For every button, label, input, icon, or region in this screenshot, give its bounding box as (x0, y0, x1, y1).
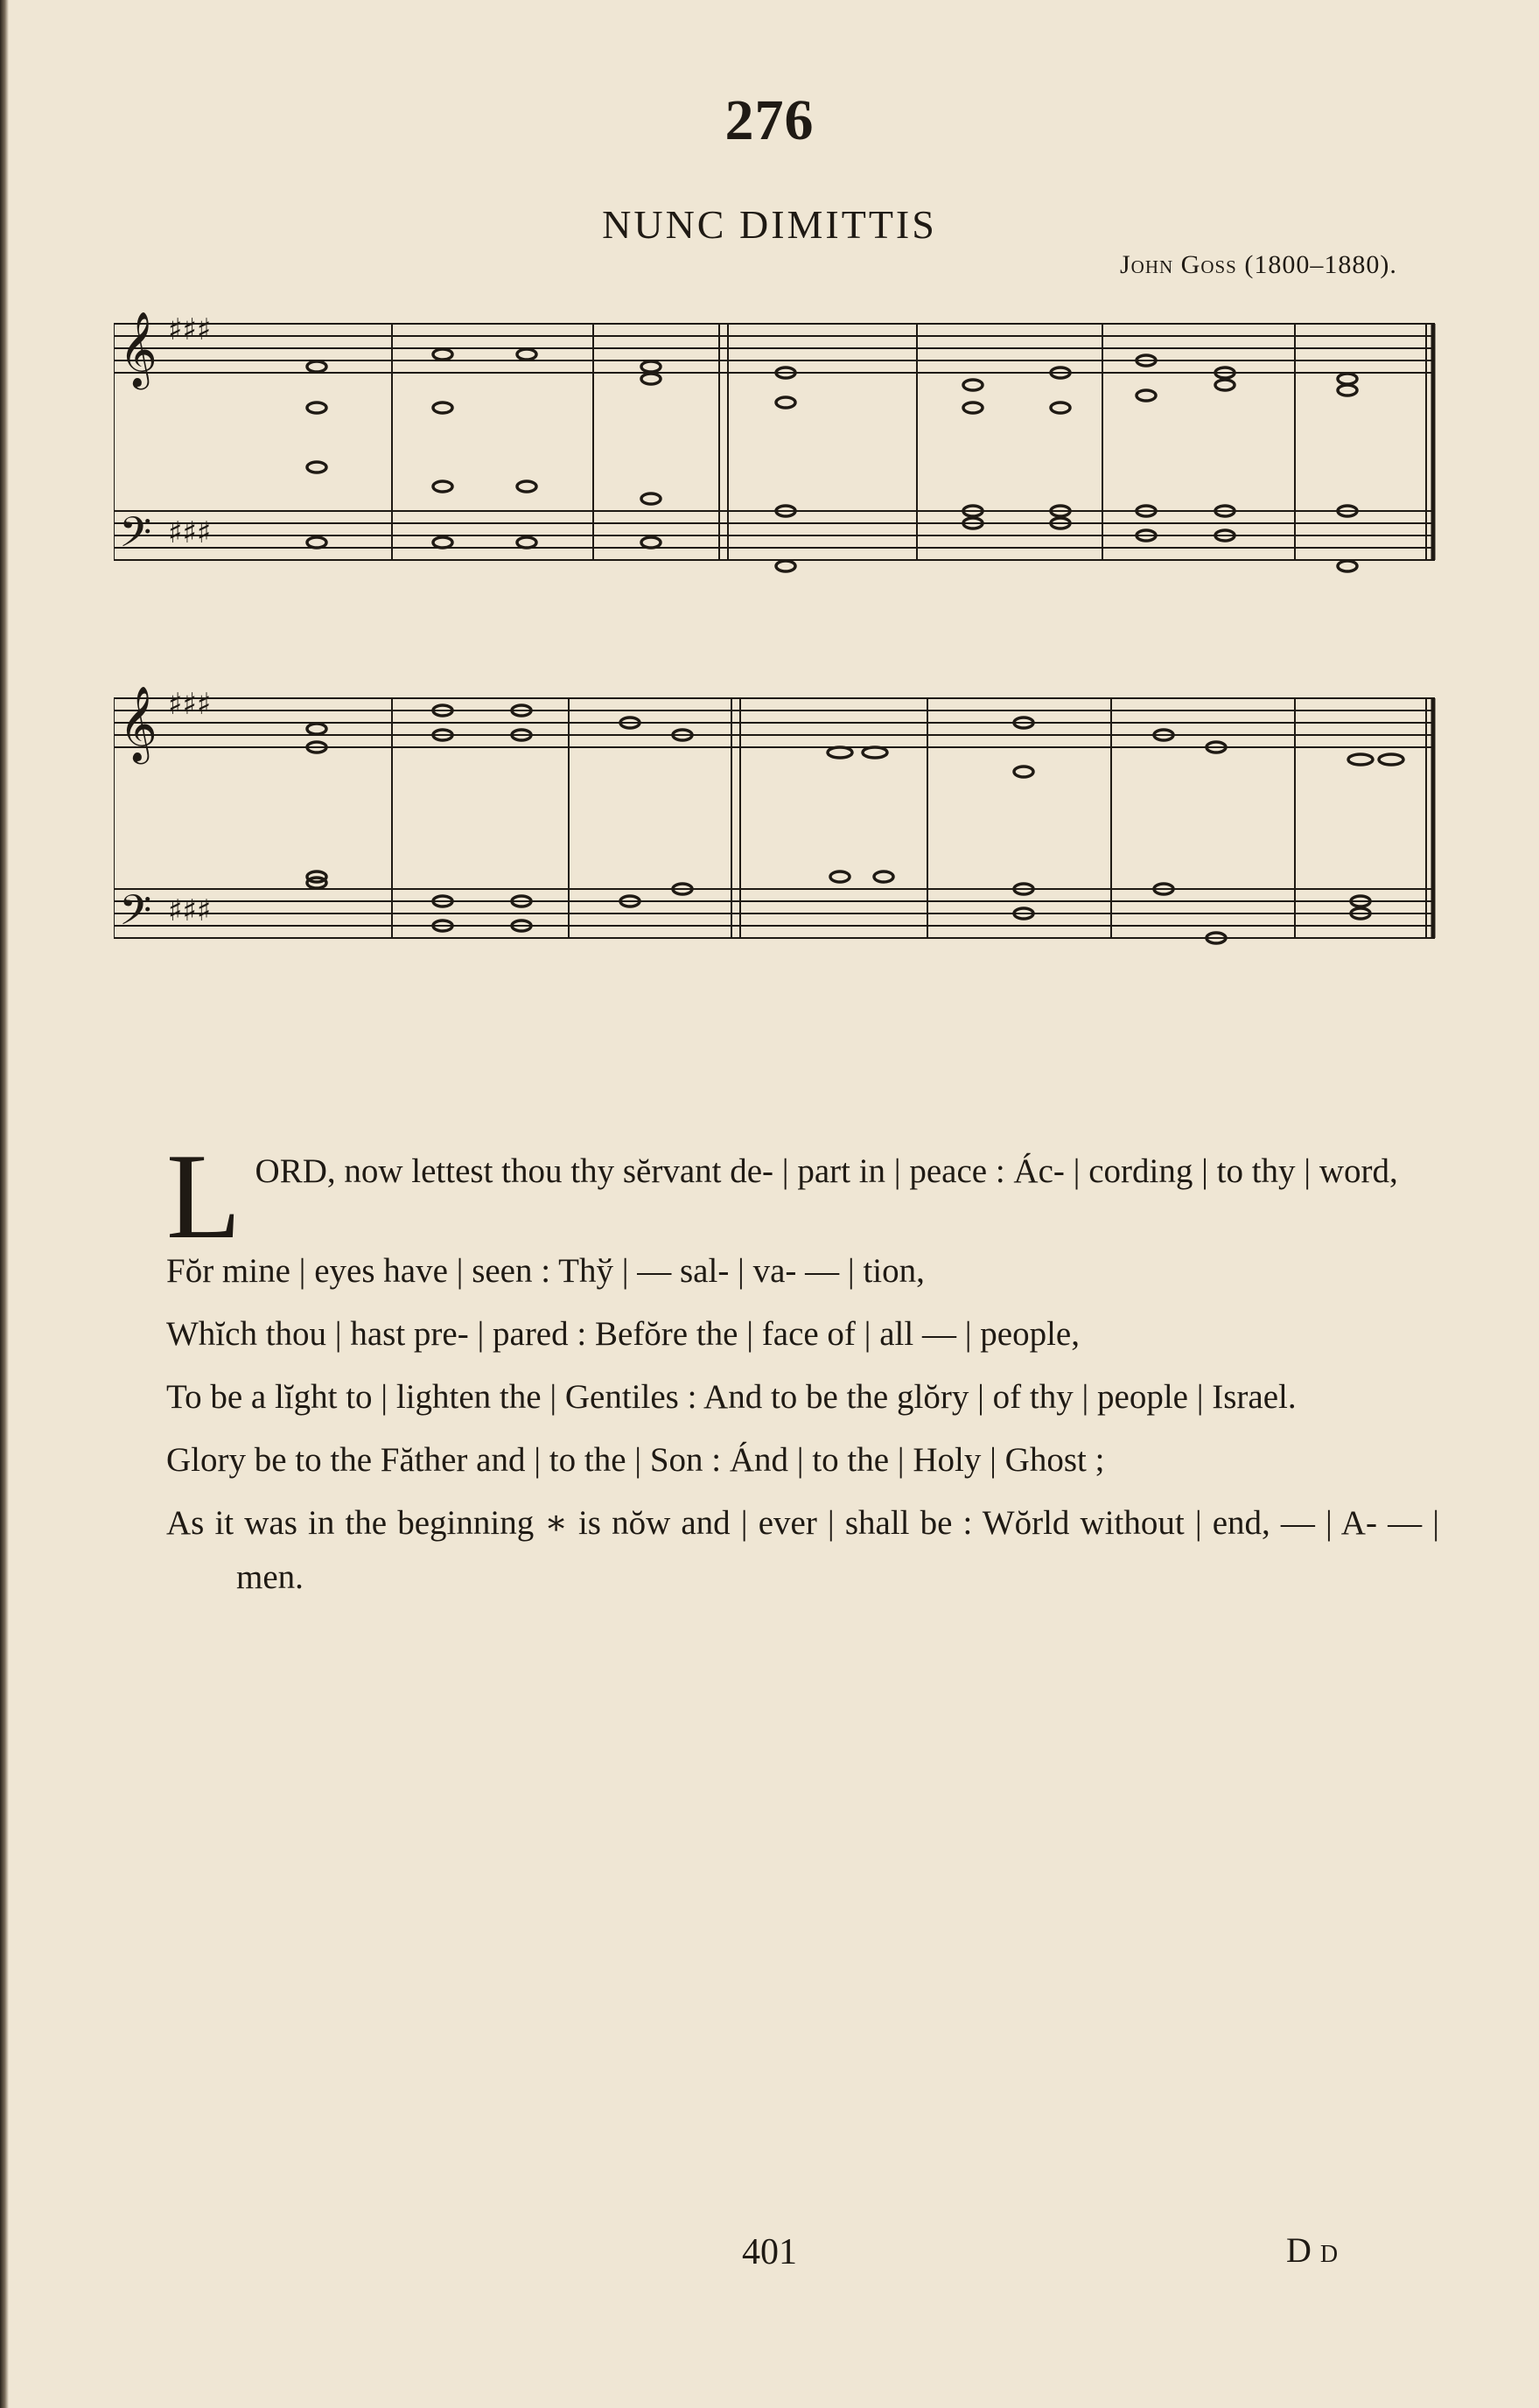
verse-2: Fŏr mine | eyes have | seen : Thў | — sal- | va- — | tion, (166, 1252, 925, 1290)
svg-text:♯♯♯: ♯♯♯ (168, 312, 212, 347)
svg-text:𝄢: 𝄢 (119, 508, 152, 567)
drop-cap: L (166, 1129, 241, 1264)
verse-5: Glory be to the Făther and | to the | Son : Ánd | to the | Holy | Ghost ; (166, 1441, 1105, 1479)
svg-text:♯♯♯: ♯♯♯ (168, 893, 212, 928)
hymn-number: 276 (724, 88, 815, 152)
music-system-2 (114, 648, 1444, 971)
verse-4: To be a lĭght to | lighten the | Gentiles : And to be the glŏry | of thy | people | Israel. (166, 1378, 1297, 1416)
verse-6: As it was in the beginning ∗ is nŏw and | ever | shall be : Wŏrld without | end, — | A- — | men. (166, 1504, 1439, 1596)
composer-credit: John Goss (1800–1880). (1120, 250, 1397, 279)
verse-1 (166, 1129, 1439, 1264)
svg-text:♯♯♯: ♯♯♯ (168, 687, 212, 722)
music-system-1 (114, 289, 1444, 586)
svg-text:♯♯♯: ♯♯♯ (168, 515, 212, 550)
svg-text:𝄞: 𝄞 (119, 312, 157, 387)
canticle-text (166, 1129, 1439, 1614)
svg-text:𝄢: 𝄢 (119, 886, 152, 945)
page-number: 401 (742, 2232, 797, 2272)
hymn-title: NUNC DIMITTIS (602, 202, 937, 247)
verse-text: ORD, now lettest thou thy sĕrvant de- | part in | peace : Ác- | cording | to thy | word, (255, 1152, 1398, 1190)
verse-3: Whĭch thou | hast pre- | pared : Befŏre the | face of | all — | people, (166, 1315, 1080, 1353)
chant-score-2 (114, 648, 1444, 971)
page-edge (0, 0, 9, 2408)
signature-mark: D d (1286, 2230, 1339, 2270)
svg-text:𝄞: 𝄞 (119, 686, 157, 761)
chant-score-1 (114, 289, 1444, 586)
